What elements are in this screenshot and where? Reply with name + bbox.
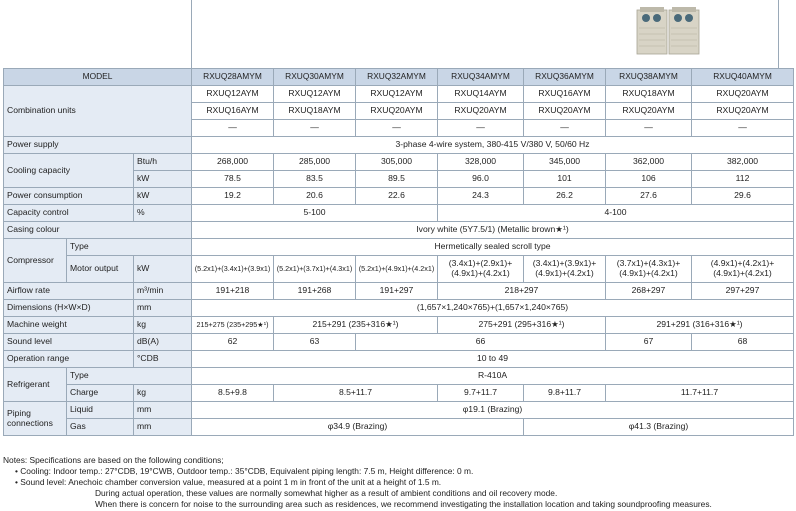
combination-cell: RXUQ20AYM: [606, 103, 692, 120]
combination-cell: RXUQ20AYM: [524, 103, 606, 120]
piping-connections-label: Piping connections: [4, 402, 67, 436]
charge-cell: 8.5+9.8: [192, 385, 274, 402]
combination-cell: RXUQ16AYM: [524, 86, 606, 103]
unit-mm: mm: [134, 402, 192, 419]
model-label: MODEL: [4, 69, 192, 86]
unit-kw: kW: [134, 256, 192, 283]
product-image-header: [191, 0, 796, 68]
motor-output-cell: (5.2x1)+(3.4x1)+(3.9x1): [192, 256, 274, 283]
charge-row: [4, 385, 794, 402]
model-2: RXUQ30AMYM: [274, 69, 356, 86]
power-cell: 26.2: [524, 188, 606, 205]
cooling-capacity-label: Cooling capacity: [4, 154, 134, 188]
weight-label: Machine weight: [4, 317, 134, 334]
motor-output-cell: (4.9x1)+(4.2x1)+ (4.9x1)+(4.2x1): [692, 256, 794, 283]
dimensions-label: Dimensions (H×W×D): [4, 300, 134, 317]
power-consumption-label: Power consumption: [4, 188, 134, 205]
airflow-cell: 297+297: [692, 283, 794, 300]
unit-kg: kg: [134, 317, 192, 334]
sound-cell: 68: [692, 334, 794, 351]
sound-cell: 66: [356, 334, 606, 351]
outdoor-unit-image: [636, 6, 700, 56]
liquid-label: Liquid: [67, 402, 134, 419]
combination-cell: RXUQ20AYM: [356, 103, 438, 120]
combination-row-1: [4, 86, 794, 103]
combination-cell: RXUQ12AYM: [356, 86, 438, 103]
model-3: RXUQ32AMYM: [356, 69, 438, 86]
motor-output-cell: (3.7x1)+(4.3x1)+ (4.9x1)+(4.2x1): [606, 256, 692, 283]
combination-cell: RXUQ20AYM: [438, 103, 524, 120]
liquid-row: [4, 402, 794, 419]
combination-cell: —: [524, 120, 606, 137]
refrigerant-label: Refrigerant: [4, 368, 67, 402]
notes-title: Notes: Specifications are based on the following conditions;: [3, 455, 224, 465]
casing-colour-row: [4, 222, 794, 239]
combination-cell: —: [356, 120, 438, 137]
airflow-cell: 191+268: [274, 283, 356, 300]
combination-cell: RXUQ12AYM: [192, 86, 274, 103]
motor-output-cell: (5.2x1)+(4.9x1)+(4.2x1): [356, 256, 438, 283]
note-sound-2: During actual operation, these values are normally somewhat higher as a result of ambient conditions and oil recovery mode.: [95, 488, 558, 498]
unit-kg: kg: [134, 385, 192, 402]
combination-cell: RXUQ18AYM: [274, 103, 356, 120]
power-cell: 22.6: [356, 188, 438, 205]
specification-table: [3, 68, 794, 436]
airflow-cell: 191+297: [356, 283, 438, 300]
combination-cell: RXUQ16AYM: [192, 103, 274, 120]
combination-cell: —: [692, 120, 794, 137]
charge-cell: 9.7+11.7: [438, 385, 524, 402]
sound-cell: 67: [606, 334, 692, 351]
capacity-control-cell: 4-100: [438, 205, 794, 222]
unit-kw: kW: [134, 188, 192, 205]
unit-cdb: °CDB: [134, 351, 192, 368]
cooling-btuh-cell: 285,000: [274, 154, 356, 171]
unit-mm: mm: [134, 419, 192, 436]
power-supply-value: 3-phase 4-wire system, 380-415 V/380 V, 50/60 Hz: [192, 137, 794, 154]
sound-row: [4, 334, 794, 351]
combination-cell: RXUQ18AYM: [606, 86, 692, 103]
airflow-label: Airflow rate: [4, 283, 134, 300]
compressor-label: Compressor: [4, 239, 67, 283]
power-supply-label: Power supply: [4, 137, 192, 154]
power-cell: 27.6: [606, 188, 692, 205]
note-sound-3: When there is concern for noise to the surrounding area such as residences, we recommend investigating the installation location and taking soundproofing measures.: [95, 499, 712, 509]
combination-cell: RXUQ20AYM: [692, 103, 794, 120]
combination-units-label: Combination units: [4, 86, 192, 137]
model-6: RXUQ38AMYM: [606, 69, 692, 86]
sound-cell: 63: [274, 334, 356, 351]
capacity-control-label: Capacity control: [4, 205, 134, 222]
combination-cell: —: [192, 120, 274, 137]
refrigerant-type-value: R-410A: [192, 368, 794, 385]
compressor-type-label: Type: [67, 239, 192, 256]
note-sound: • Sound level: Anechoic chamber conversion value, measured at a point 1 m in front of the unit at a height of 1.5 m.: [15, 477, 442, 487]
weight-cell: 215+275 (235+295★¹): [192, 317, 274, 334]
weight-cell: 275+291 (295+316★¹): [438, 317, 606, 334]
power-cell: 20.6: [274, 188, 356, 205]
cooling-btuh-row: [4, 154, 794, 171]
cooling-kw-cell: 106: [606, 171, 692, 188]
cooling-kw-cell: 78.5: [192, 171, 274, 188]
weight-cell: 291+291 (316+316★¹): [606, 317, 794, 334]
charge-cell: 11.7+11.7: [606, 385, 794, 402]
motor-output-label: Motor output: [67, 256, 134, 283]
model-5: RXUQ36AMYM: [524, 69, 606, 86]
cooling-kw-cell: 83.5: [274, 171, 356, 188]
power-consumption-row: [4, 188, 794, 205]
combination-cell: —: [438, 120, 524, 137]
sound-cell: 62: [192, 334, 274, 351]
combination-cell: —: [274, 120, 356, 137]
unit-btuh: Btu/h: [134, 154, 192, 171]
note-cooling: • Cooling: Indoor temp.: 27°CDB, 19°CWB, Outdoor temp.: 35°CDB, Equivalent piping length: 7.5 m, Height difference: 0 m.: [15, 466, 474, 476]
cooling-btuh-cell: 268,000: [192, 154, 274, 171]
power-supply-row: [4, 137, 794, 154]
unit-dba: dB(A): [134, 334, 192, 351]
gas-cell: φ34.9 (Brazing): [192, 419, 524, 436]
refrigerant-type-row: [4, 368, 794, 385]
notes: [3, 455, 796, 510]
motor-output-cell: (3.4x1)+(3.9x1)+ (4.9x1)+(4.2x1): [524, 256, 606, 283]
weight-cell: 215+291 (235+316★¹): [274, 317, 438, 334]
power-cell: 24.3: [438, 188, 524, 205]
capacity-control-row: [4, 205, 794, 222]
model-7: RXUQ40AMYM: [692, 69, 794, 86]
charge-cell: 8.5+11.7: [274, 385, 438, 402]
combination-cell: RXUQ20AYM: [692, 86, 794, 103]
sound-label: Sound level: [4, 334, 134, 351]
casing-colour-value: Ivory white (5Y7.5/1) (Metallic brown★¹): [192, 222, 794, 239]
weight-row: [4, 317, 794, 334]
compressor-type-row: [4, 239, 794, 256]
unit-m3min: m³/min: [134, 283, 192, 300]
gas-label: Gas: [67, 419, 134, 436]
liquid-value: φ19.1 (Brazing): [192, 402, 794, 419]
unit-percent: %: [134, 205, 192, 222]
cooling-kw-cell: 112: [692, 171, 794, 188]
motor-output-cell: (5.2x1)+(3.7x1)+(4.3x1): [274, 256, 356, 283]
operation-range-value: 10 to 49: [192, 351, 794, 368]
cooling-kw-cell: 89.5: [356, 171, 438, 188]
gas-row: [4, 419, 794, 436]
charge-cell: 9.8+11.7: [524, 385, 606, 402]
charge-label: Charge: [67, 385, 134, 402]
cooling-btuh-cell: 328,000: [438, 154, 524, 171]
model-1: RXUQ28AMYM: [192, 69, 274, 86]
power-cell: 19.2: [192, 188, 274, 205]
compressor-type-value: Hermetically sealed scroll type: [192, 239, 794, 256]
airflow-cell: 268+297: [606, 283, 692, 300]
cooling-btuh-cell: 362,000: [606, 154, 692, 171]
airflow-cell: 191+218: [192, 283, 274, 300]
combination-cell: RXUQ12AYM: [274, 86, 356, 103]
capacity-control-cell: 5-100: [192, 205, 438, 222]
operation-range-label: Operation range: [4, 351, 134, 368]
casing-colour-label: Casing colour: [4, 222, 192, 239]
airflow-cell: 218+297: [438, 283, 606, 300]
combination-cell: —: [606, 120, 692, 137]
dimensions-value: (1,657×1,240×765)+(1,657×1,240×765): [192, 300, 794, 317]
cooling-kw-cell: 101: [524, 171, 606, 188]
dimensions-row: [4, 300, 794, 317]
airflow-row: [4, 283, 794, 300]
refrigerant-type-label: Type: [67, 368, 192, 385]
cooling-kw-cell: 96.0: [438, 171, 524, 188]
power-cell: 29.6: [692, 188, 794, 205]
cooling-btuh-cell: 345,000: [524, 154, 606, 171]
motor-output-cell: (3.4x1)+(2.9x1)+ (4.9x1)+(4.2x1): [438, 256, 524, 283]
model-row: [4, 69, 794, 86]
unit-mm: mm: [134, 300, 192, 317]
model-4: RXUQ34AMYM: [438, 69, 524, 86]
operation-range-row: [4, 351, 794, 368]
unit-kw: kW: [134, 171, 192, 188]
combination-cell: RXUQ14AYM: [438, 86, 524, 103]
gas-cell: φ41.3 (Brazing): [524, 419, 794, 436]
cooling-btuh-cell: 305,000: [356, 154, 438, 171]
motor-output-row: [4, 256, 794, 283]
cooling-btuh-cell: 382,000: [692, 154, 794, 171]
